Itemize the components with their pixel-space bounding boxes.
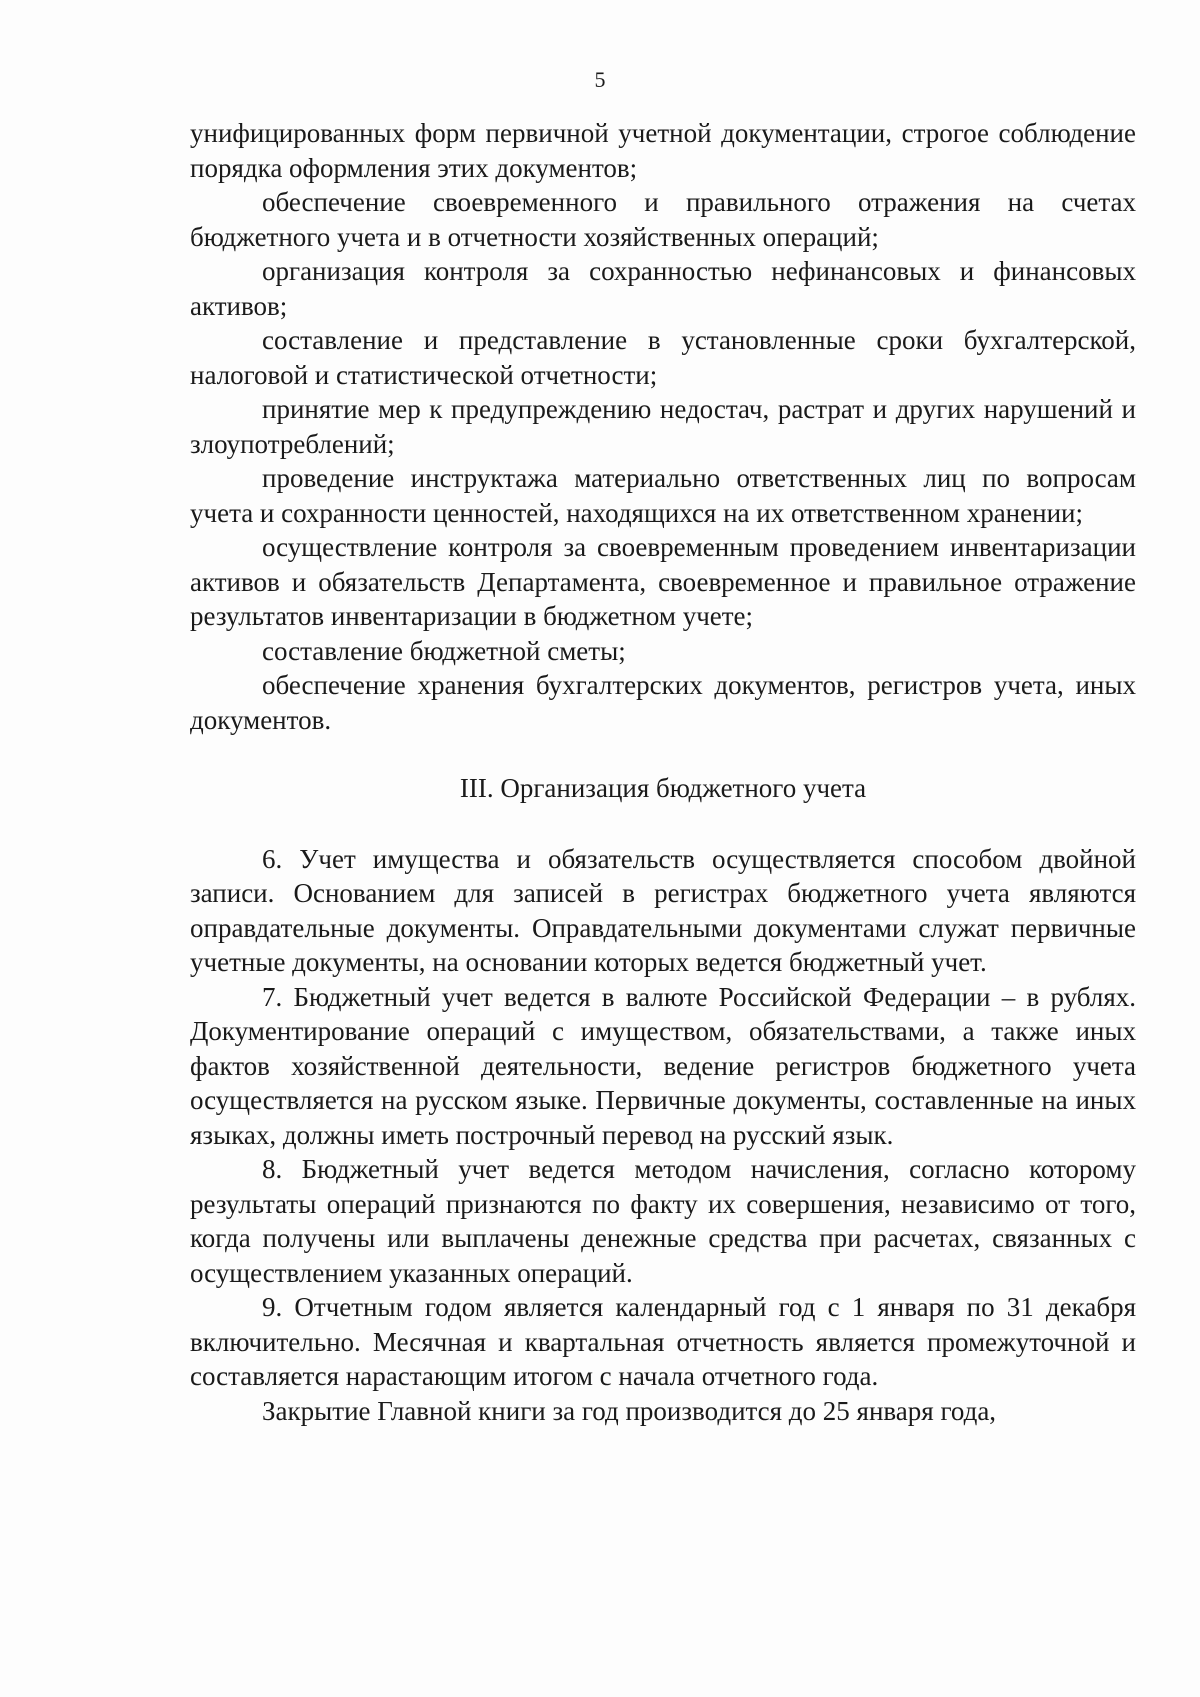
numbered-paragraph-6: 6. Учет имущества и обязательств осуществляется способом двойной записи. Основанием для записей в регистрах бюджетного учета являются оправдательные документы. Оправдательными документами служат первичные учетные документы, на основании которых ведется бюджетный учет. xyxy=(190,843,1136,977)
paragraph-item: принятие мер к предупреждению недостач, растрат и других нарушений и злоупотреблений; xyxy=(190,394,1136,459)
page-number: 5 xyxy=(594,67,606,92)
paragraph-item: обеспечение хранения бухгалтерских документов, регистров учета, иных документов. xyxy=(190,670,1136,735)
paragraph-item: составление бюджетной сметы; xyxy=(262,635,626,666)
numbered-paragraph-7: 7. Бюджетный учет ведется в валюте Российской Федерации – в рублях. Документирование операций с имуществом, обязательствами, а также иных фактов хозяйственной деятельности, ведение регистров бюджетного учета осуществляется на русском языке. Первичные документы, составленные на иных языках, должны иметь построчный перевод на русский язык. xyxy=(190,981,1136,1150)
paragraph-item: проведение инструктажа материально ответственных лиц по вопросам учета и сохранности ценностей, находящихся на их ответственном хранении; xyxy=(190,463,1136,528)
numbered-paragraph-9: 9. Отчетным годом является календарный год с 1 января по 31 декабря включительно. Месячная и квартальная отчетность является промежуточной и составляется нарастающим итогом с начала отчетного года. xyxy=(190,1292,1136,1391)
paragraph-item: организация контроля за сохранностью нефинансовых и финансовых активов; xyxy=(190,256,1136,321)
paragraph-ledger-closing: Закрытие Главной книги за год производится до 25 января года, xyxy=(262,1395,997,1426)
paragraph-item: обеспечение своевременного и правильного отражения на счетах бюджетного учета и в отчетности хозяйственных операций; xyxy=(190,187,1136,252)
paragraph-item: осуществление контроля за своевременным проведением инвентаризации активов и обязательств Департамента, своевременное и правильное отражение результатов инвентаризации в бюджетном учете; xyxy=(190,532,1136,631)
section-heading: III. Организация бюджетного учета xyxy=(459,773,867,803)
paragraph-continuation: унифицированных форм первичной учетной документации, строгое соблюдение порядка оформления этих документов; xyxy=(190,118,1136,183)
paragraph-item: составление и представление в установленные сроки бухгалтерской, налоговой и статистической отчетности; xyxy=(190,325,1136,390)
numbered-paragraph-8: 8. Бюджетный учет ведется методом начисления, согласно которому результаты операций признаются по факту их совершения, независимо от того, когда получены или выплачены денежные средства при расчетах, связанных с осуществлением указанных операций. xyxy=(190,1154,1136,1288)
document-body xyxy=(190,116,1136,1428)
